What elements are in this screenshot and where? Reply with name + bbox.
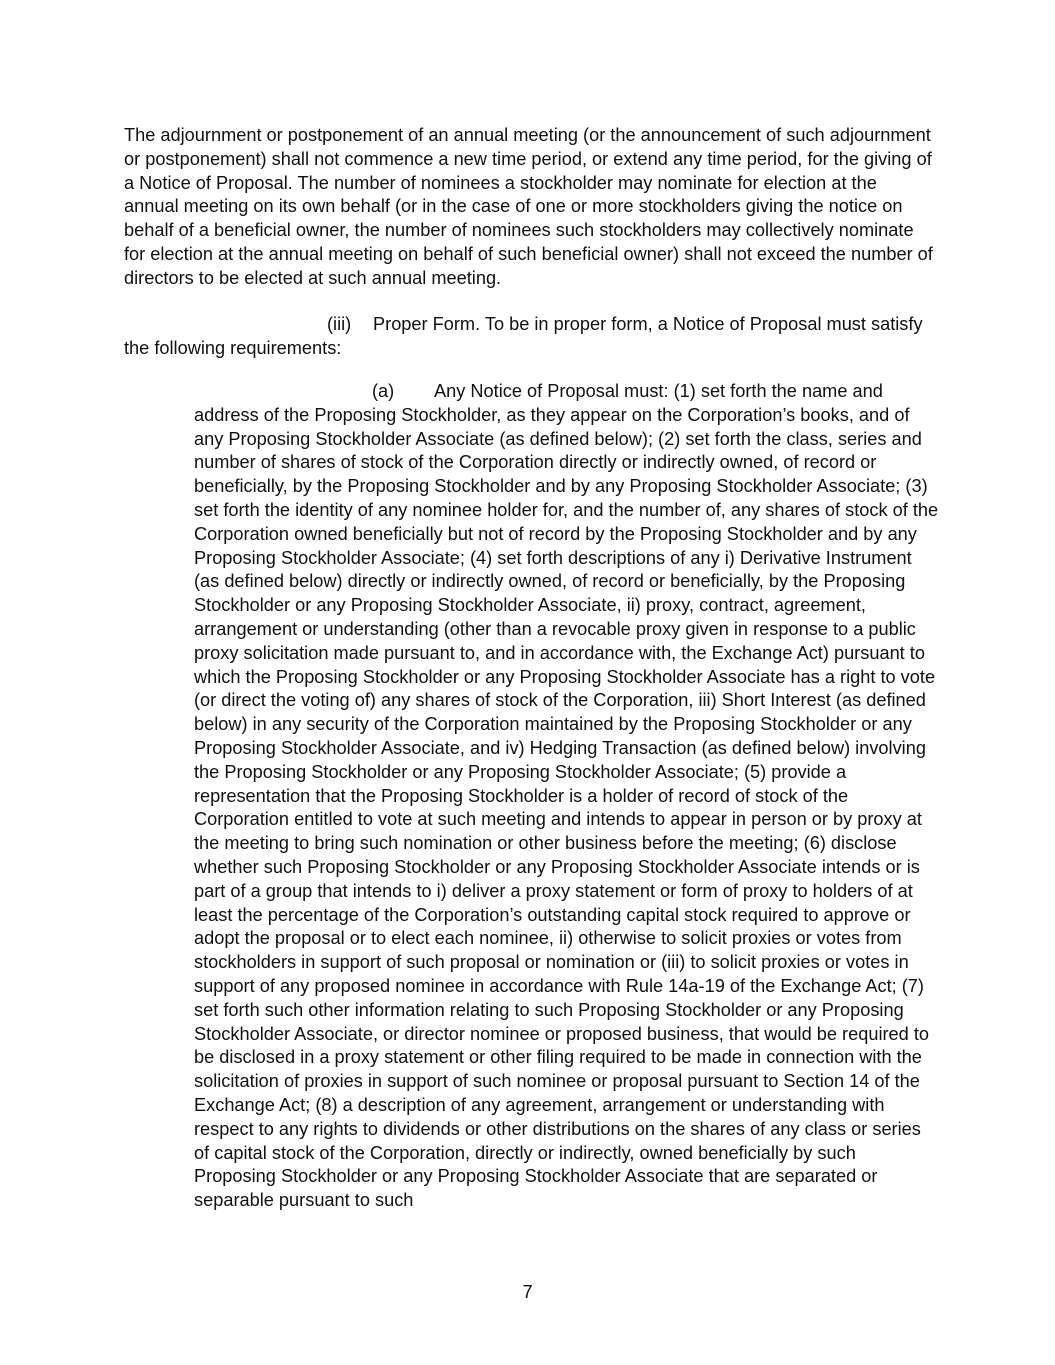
page-number: 7 [522,1282,533,1302]
subsection-text: Any Notice of Proposal must: (1) set forth the name and address of the Proposing Stockholder, as they appear on the Corporation’s books, and of any Proposing Stockholder Associate (as defined below); (2) set forth the class, series and number of shares of stock of the Corporation directly or indirectly owned, of record or beneficially, by the Proposing Stockholder and by any Proposing Stockholder Associate; (3) set forth the identity of any nominee holder for, and the number of, any shares of stock of the Corporation owned beneficially but not of record by the Proposing Stockholder and by any Proposing Stockholder Associate; (4) set forth descriptions of any i) Derivative Instrument (as defined below) directly or indirectly owned, of record or beneficially, by the Proposing Stockholder or any Proposing Stockholder Associate, ii) proxy, contract, agreement, arrangement or understanding (other than a revocable proxy given in response to a public proxy solicitation made pursuant to, and in accordance with, the Exchange Act) pursuant to which the Proposing Stockholder or any Proposing Stockholder Associate has a right to vote (or direct the voting of) any shares of stock of the Corporation, iii) Short Interest (as defined below) in any security of the Corporation maintained by the Proposing Stockholder or any Proposing Stockholder Associate, and iv) Hedging Transaction (as defined below) involving the Proposing Stockholder or any Proposing Stockholder Associate; (5) provide a representation that the Proposing Stockholder is a holder of record of stock of the Corporation entitled to vote at such meeting and intends to appear in person or by proxy at the meeting to bring such nomination or other business before the meeting; (6) disclose whether such Proposing Stockholder or any Proposing Stockholder Associate intends or is part of a group that intends to i) deliver a proxy statement or form of proxy to holders of at least the percentage of the Corporation’s outstanding capital stock required to approve or adopt the proposal or to elect each nominee, ii) otherwise to solicit proxies or votes from stockholders in support of such proposal or nomination or (iii) to solicit proxies or votes in support of any proposed nominee in accordance with Rule 14a-19 of the Exchange Act; (7) set forth such other information relating to such Proposing Stockholder or any Proposing Stockholder Associate, or director nominee or proposed business, that would be required to be disclosed in a proxy statement or other filing required to be made in connection with the solicitation of proxies in support of such nominee or proposal pursuant to Section 14 of the Exchange Act; (8) a description of any agreement, arrangement or understanding with respect to any rights to dividends or other distributions on the shares of any class or series of capital stock of the Corporation, directly or indirectly, owned beneficially by such Proposing Stockholder or any Proposing Stockholder Associate that are separated or separable pursuant to such [194,381,939,1211]
section-marker: (iii) [327,314,352,334]
subsection-a-notice-requirements [194,380,939,1213]
section-text: Proper Form. To be in proper form, a Notice of Proposal must satisfy the following requirements: [124,314,923,358]
subsection-marker: (a) [372,381,395,401]
section-iii-proper-form [124,313,934,361]
paragraph-adjournment: The adjournment or postponement of an annual meeting (or the announcement of such adjournment or postponement) shall not commence a new time period, or extend any time period, for the giving of a Notice of Proposal. The number of nominees a stockholder may nominate for election at the annual meeting on its own behalf (or in the case of one or more stockholders giving the notice on behalf of a beneficial owner, the number of nominees such stockholders may collectively nominate for election at the annual meeting on behalf of such beneficial owner) shall not exceed the number of directors to be elected at such annual meeting. [124,125,933,288]
